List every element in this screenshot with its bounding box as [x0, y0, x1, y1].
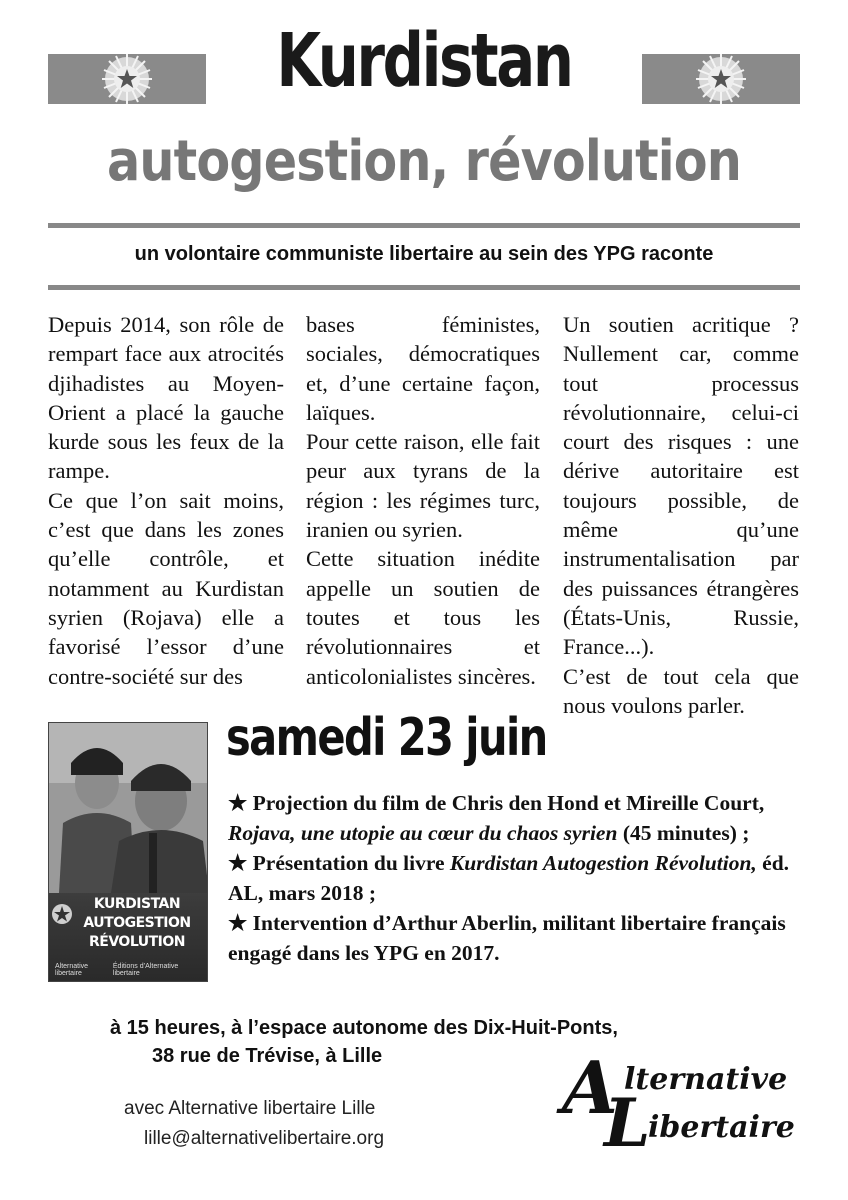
paragraph: Depuis 2014, son rôle de rempart face aux atrocités djihadistes au Moyen-Orient a placé la gauche kurde sous les feux de la rampe.: [48, 312, 284, 484]
paragraph: Ce que l’on sait moins, c’est que dans les zones qu’elle contrôle, et notamment au Kurdistan syrien (Rojava) elle a favorisé l’essor d’une contre-société sur des: [48, 487, 284, 689]
book-logo: Alternative libertaire: [55, 963, 89, 977]
book-footer: [55, 963, 201, 977]
event-date: samedi 23 juin: [226, 708, 547, 768]
sun-star-icon: [88, 54, 166, 104]
paragraph: bases féministes, sociales, démocratiques et, d’une certaine façon, laïques.: [306, 312, 540, 425]
event-item: ★ Intervention d’Arthur Aberlin, militant libertaire français engagé dans les YPG en 2017.: [228, 911, 786, 965]
event-item: ★ Présentation du livre Kurdistan Autogestion Révolution, éd. AL, mars 2018 ;: [228, 851, 790, 905]
divider-top: [48, 223, 800, 228]
divider-bottom: [48, 285, 800, 290]
star-icon: [51, 903, 73, 925]
alternative-libertaire-logo: A lternative L ibertaire: [562, 1045, 795, 1162]
email-address[interactable]: lille@alternativelibertaire.org: [144, 1128, 385, 1149]
text-column-3: [563, 310, 799, 720]
paragraph: Pour cette raison, elle fait peur aux tyrans de la région : les régimes turc, iranien ou syrien.: [306, 429, 540, 543]
text-column-1: [48, 310, 284, 691]
page-title: Kurdistan: [276, 18, 572, 104]
event-item: ★ Projection du film de Chris den Hond et Mireille Court, Rojava, une utopie au cœur du chaos syrien (45 minutes) ;: [228, 791, 765, 845]
sun-star-icon: [682, 54, 760, 104]
paragraph: Cette situation inédite appelle un soutien de toutes et tous les révolutionnaires et anticolonialistes sincères.: [306, 546, 540, 689]
tagline: un volontaire communiste libertaire au sein des YPG raconte: [134, 243, 714, 265]
event-address: 38 rue de Trévise, à Lille: [152, 1045, 383, 1067]
kurdistan-flag-left: [48, 54, 206, 104]
book-cover-image: [48, 722, 208, 982]
organizer: avec Alternative libertaire Lille: [124, 1098, 376, 1119]
event-list: [228, 788, 808, 968]
event-time-place: à 15 heures, à l’espace autonome des Dix-Huit-Ponts,: [110, 1017, 618, 1039]
contact-info: [124, 1094, 454, 1154]
page-subtitle: autogestion, révolution: [107, 129, 741, 194]
text-column-2: [306, 310, 540, 691]
book-title: KURDISTAN AUTOGESTION RÉVOLUTION: [83, 896, 191, 950]
book-publisher: Éditions d’Alternative libertaire: [112, 963, 179, 977]
paragraph: C’est de tout cela que nous voulons parler.: [563, 663, 799, 718]
kurdistan-flag-right: [642, 54, 800, 104]
paragraph: Un soutien acritique ? Nullement car, comme tout processus révolutionnaire, celui-ci court des risques : une dérive autoritaire est toujours possible, de même qu’une instrumentalisation par des puissances étrangères (États-Unis, Russie, France...).: [563, 312, 799, 660]
fighters-photo: [49, 723, 208, 893]
